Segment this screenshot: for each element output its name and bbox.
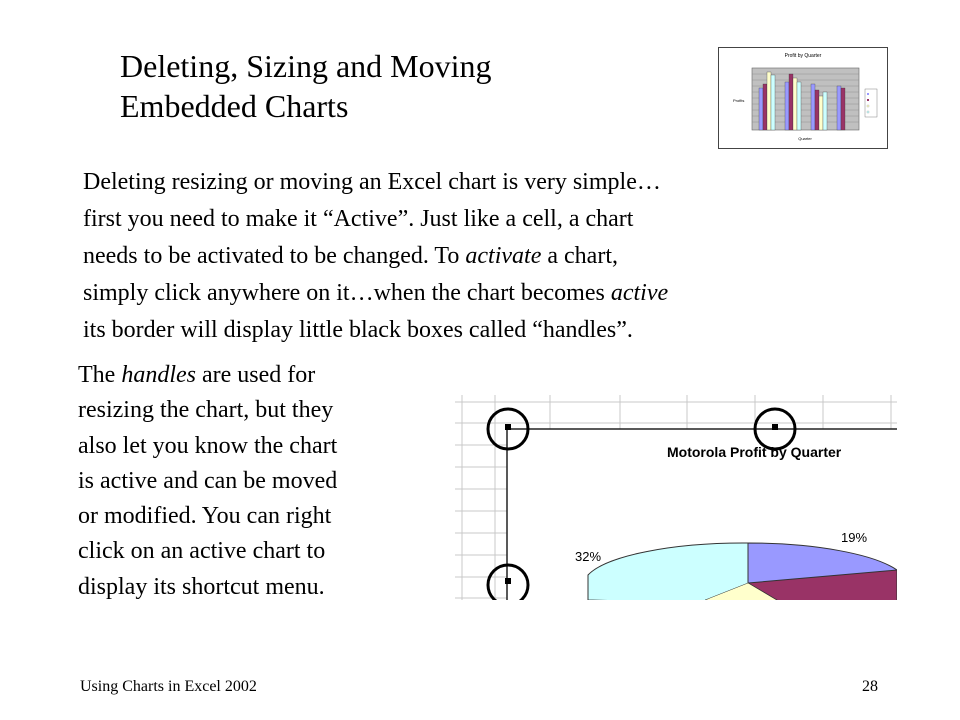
pie-label-19: 19% (841, 530, 868, 545)
body-line-5: its border will display little black boxes called “handles”. (83, 317, 633, 343)
left-line-5: or modified. You can right (78, 503, 332, 530)
active-chart-screenshot (455, 395, 897, 600)
left-line-7: display its shortcut menu. (78, 573, 325, 600)
thumbnail-xlabel: Quarter (798, 136, 812, 141)
body-line-1: Deleting resizing or moving an Excel chart is very simple… (83, 169, 661, 195)
left-line-1-b: are used for (195, 362, 316, 388)
body-line-3 (83, 238, 883, 275)
pie-label-32: 32% (575, 549, 602, 564)
thumbnail-title: Profit by Quarter (784, 53, 822, 59)
body-line-4 (83, 275, 883, 312)
handles-paragraph (78, 358, 438, 605)
left-line-1-a: The (78, 362, 122, 388)
slide-title (120, 46, 492, 126)
chart-thumbnail-image (718, 47, 888, 149)
left-line-2: resizing the chart, but they (78, 397, 334, 424)
screenshot-chart-title: Motorola Profit by Quarter (667, 444, 842, 460)
left-line-3: also let you know the chart (78, 432, 338, 459)
body-line-2: first you need to make it “Active”. Just like a cell, a chart (83, 206, 634, 232)
left-line-1 (78, 358, 438, 393)
title-line-1: Deleting, Sizing and Moving (120, 48, 492, 84)
left-line-6: click on an active chart to (78, 538, 326, 565)
title-line-2: Embedded Charts (120, 88, 349, 124)
thumbnail-ylabel: Profits (733, 98, 745, 103)
page-number: 28 (862, 678, 878, 695)
left-line-4: is active and can be moved (78, 467, 338, 494)
body-line-4-a: simply click anywhere on it…when the chart becomes (83, 280, 611, 306)
body-line-3-b: a chart, (541, 243, 618, 269)
emphasis-active: active (610, 280, 669, 306)
body-line-3-a: needs to be activated to be changed. To (83, 243, 466, 269)
footer-course-title: Using Charts in Excel 2002 (80, 678, 257, 695)
emphasis-handles: handles (121, 362, 196, 388)
intro-paragraph (83, 164, 883, 349)
emphasis-activate: activate (465, 243, 542, 269)
